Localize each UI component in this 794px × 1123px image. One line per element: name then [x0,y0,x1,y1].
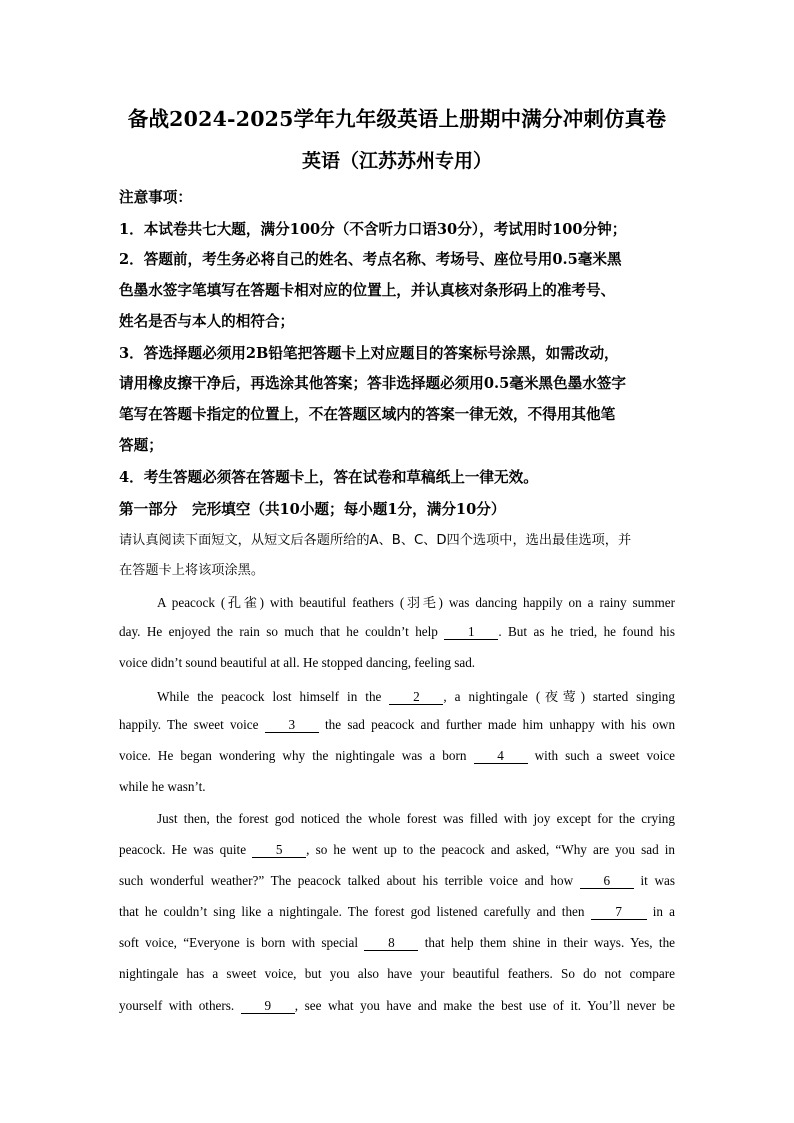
passage-line: voice. He began wondering why the nightingale was a born 4 with such a sweet voice [119,748,675,763]
notice-line: 4．考生答题必须答在答题卡上，答在试卷和草稿纸上一律无效。 [119,469,538,486]
notice-line: 3．答选择题必须用2B铅笔把答题卡上对应题目的答案标号涂黑，如需改动， [119,345,619,362]
notice-line: 姓名是否与本人的相符合； [119,313,295,330]
notice-line: 色墨水签字笔填写在答题卡相对应的位置上，并认真核对条形码上的准考号、 [119,282,616,299]
blank-4: 4 [474,749,528,764]
blank-3: 3 [265,718,319,733]
passage-line: nightingale has a sweet voice, but you also have your beautiful feathers. So do not compare [119,966,675,981]
notice-line: 答题； [119,437,163,454]
notice-line: 请用橡皮擦干净后，再选涂其他答案；答非选择题必须用0.5毫米黑色墨水签字 [119,375,626,392]
passage-line: While the peacock lost himself in the 2 , a nightingale (夜莺) started singing [157,689,675,704]
notice-line: 笔写在答题卡指定的位置上，不在答题区域内的答案一律无效，不得用其他笔 [119,406,616,423]
passage-line: A peacock (孔雀) with beautiful feathers (羽毛) was dancing happily on a rainy summer [157,595,675,610]
blank-5: 5 [252,843,306,858]
passage-line: peacock. He was quite 5 , so he went up to the peacock and asked, “Why are you sad in [119,842,676,857]
notice-line: 2．答题前，考生务必将自己的姓名、考点名称、考场号、座位号用0.5毫米黑 [119,251,622,268]
passage-line: happily. The sweet voice 3 the sad peacock and further made him unhappy with his own [119,717,676,732]
blank-8: 8 [364,936,418,951]
notice-heading: 注意事项： [119,189,192,206]
passage-line: Just then, the forest god noticed the whole forest was filled with joy except for the crying [157,811,675,826]
blank-2: 2 [389,690,443,705]
page-subtitle: 英语（江苏苏州专用） [301,150,492,172]
passage-line: yourself with others. 9 , see what you have and make the best use of it. You’ll never be [119,998,676,1013]
blank-1: 1 [444,625,498,640]
blank-7: 7 [591,905,647,920]
passage-line: day. He enjoyed the rain so much that he couldn’t help 1 . But as he tried, he found his [119,624,675,639]
page-title: 备战2024-2025学年九年级英语上册期中满分冲刺仿真卷 [127,107,667,131]
passage-line: that he couldn’t sing like a nightingale. The forest god listened carefully and then 7 in a [119,904,675,919]
notice-line: 1．本试卷共七大题，满分100分（不含听力口语30分），考试用时100分钟； [119,221,627,238]
section-instruction: 在答题卡上将该项涂黑。 [119,563,265,578]
section-instruction: 请认真阅读下面短文，从短文后各题所给的A、B、C、D四个选项中，选出最佳选项，并 [119,533,632,548]
passage-line: soft voice, “Everyone is born with special 8 that help them shine in their ways. Yes, the [119,935,676,950]
section-heading: 第一部分 完形填空（共10小题；每小题1分，满分10分） [119,501,506,518]
passage-line: while he wasn’t. [119,779,206,794]
blank-6: 6 [580,874,634,889]
passage-line: voice didn’t sound beautiful at all. He stopped dancing, feeling sad. [119,655,476,670]
blank-9: 9 [241,999,295,1014]
passage-line: such wonderful weather?” The peacock talked about his terrible voice and how 6 it was [119,873,675,888]
